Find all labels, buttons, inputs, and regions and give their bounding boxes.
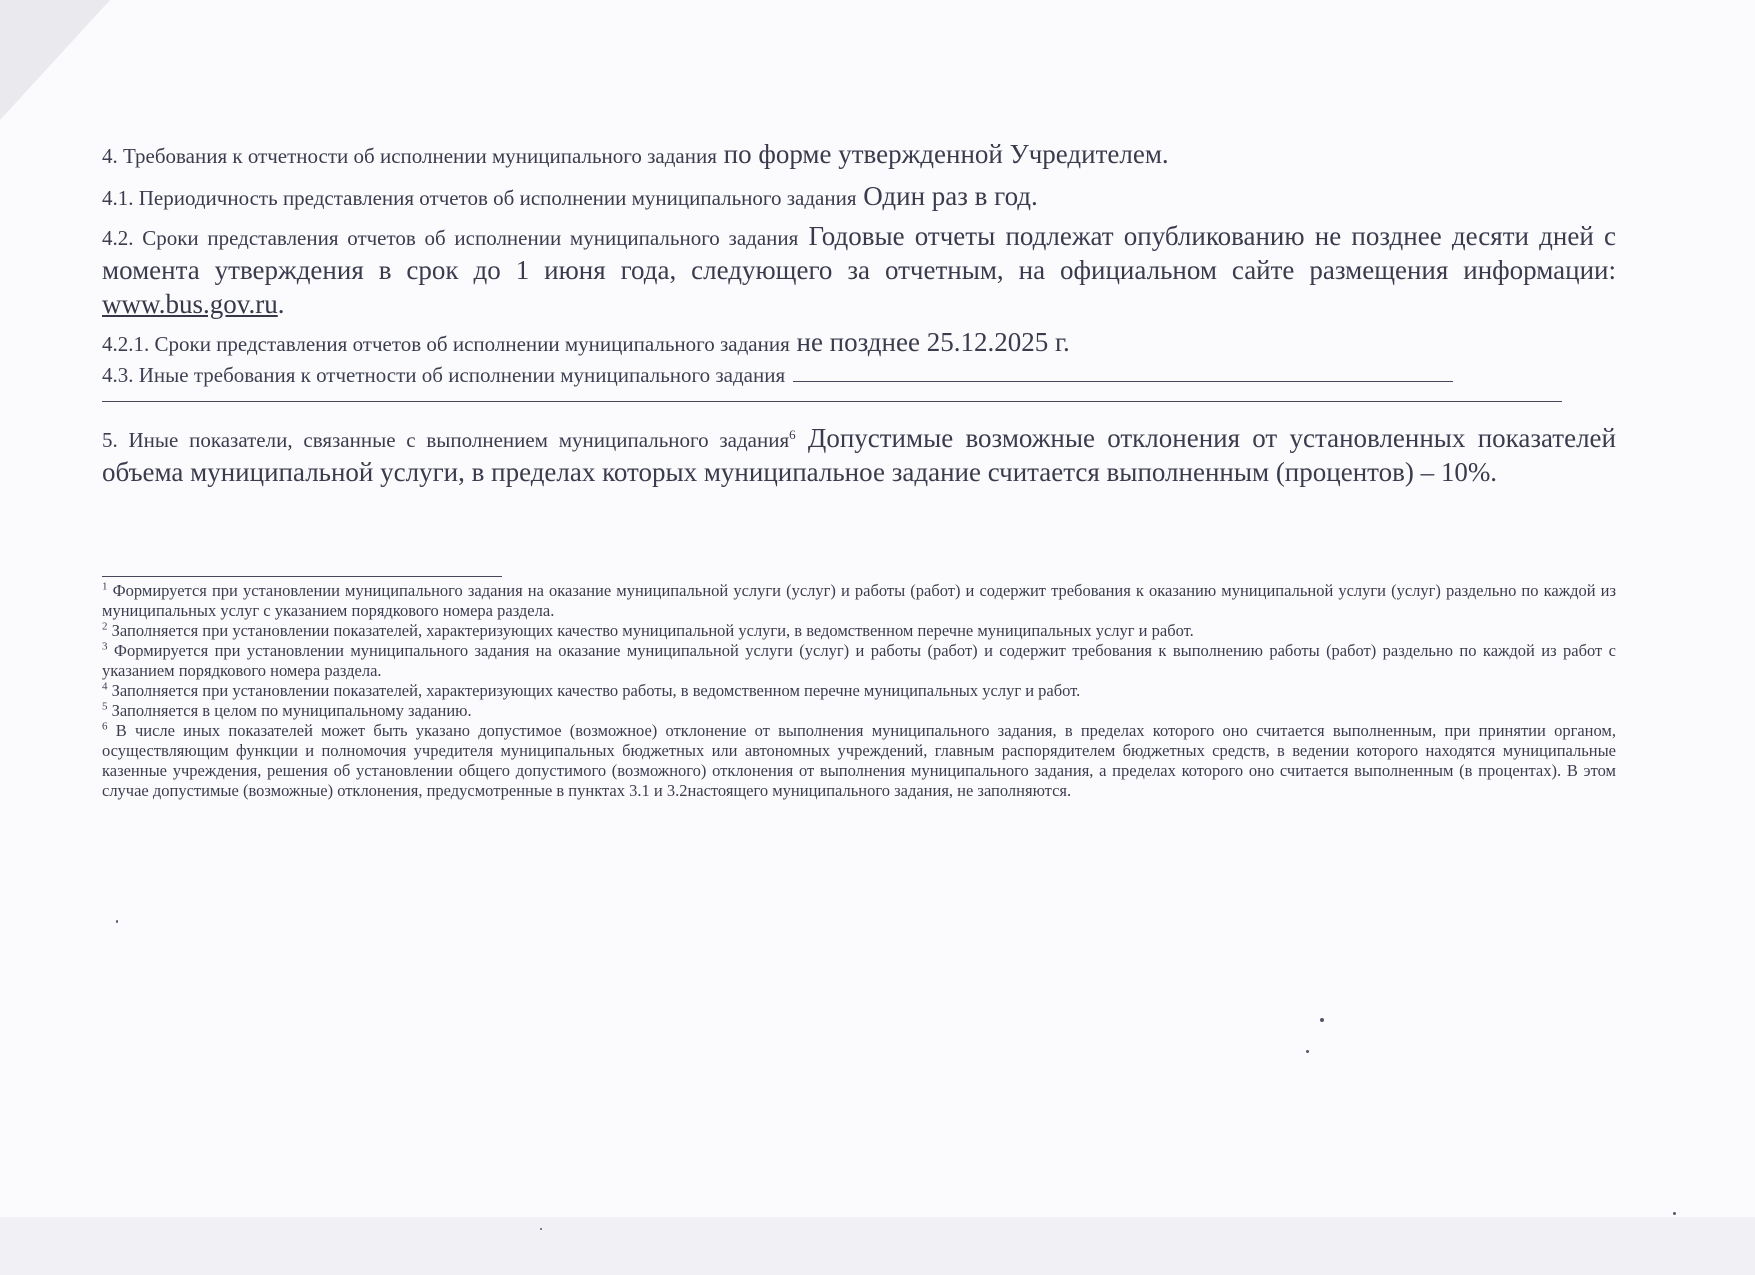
footnote — [102, 581, 1616, 621]
scan-speck — [540, 1228, 542, 1230]
section-5 — [102, 422, 1616, 490]
footnote-text: Заполняется при установлении показателей, характеризующих качество работы, в ведомственном перечне муниципальных услуг и работ. — [107, 681, 1081, 700]
scan-speck — [116, 920, 118, 923]
footnote-number: 4 — [102, 680, 108, 693]
scan-speck — [1320, 1018, 1324, 1022]
footnote-text: Заполняется при установлении показателей, характеризующих качество муниципальной услуги, в ведомственном перечне муниципальных услуг и работ. — [107, 621, 1194, 640]
section-4-3 — [102, 362, 1616, 388]
section-4-2 — [102, 220, 1616, 322]
scan-speck — [1673, 1212, 1676, 1215]
section-4-3-blank-line — [793, 363, 1453, 382]
section-4-1-label: 4.1. Периодичность представления отчетов об исполнении муниципального задания — [102, 186, 857, 210]
section-4-2-value: Годовые отчеты подлежат опубликованию не позднее десяти дней с момента утверждения в срок до 1 июня года, следующего за отчетным, на официальном сайте размещения информации: — [102, 221, 1616, 285]
footnote-separator — [102, 576, 502, 577]
section-4-heading — [102, 138, 1616, 172]
section-5-label: 5. Иные показатели, связанные с выполнением муниципального задания — [102, 428, 790, 452]
section-4-1 — [102, 180, 1616, 214]
section-4-2-1 — [102, 326, 1616, 360]
footnote-number: 1 — [102, 580, 108, 593]
section-4-3-label: 4.3. Иные требования к отчетности об исполнении муниципального задания — [102, 363, 786, 387]
section-4-2-end: . — [277, 289, 285, 319]
scan-speck — [1306, 1050, 1309, 1053]
section-4-2-label: 4.2. Сроки представления отчетов об исполнении муниципального задания — [102, 226, 799, 250]
section-4-value: по форме утвержденной Учредителем. — [716, 139, 1169, 169]
footnotes — [102, 576, 1616, 801]
scan-bottom-edge — [0, 1217, 1755, 1275]
footnote-number: 3 — [102, 640, 108, 653]
section-4-2-1-label: 4.2.1. Сроки представления отчетов об исполнении муниципального задания — [102, 332, 790, 356]
document-body — [102, 138, 1616, 490]
footnote-text: В числе иных показателей может быть указано допустимое (возможное) отклонение от выполнения муниципального задания, в пределах которого оно считается выполненным, при принятии органом, осуществляющим функции и полномочия учредителя муниципальных бюджетных или автономных учреждений, главным распорядителем бюджетных средств, в ведении которого находятся муниципальные казенные учреждения, решения об установлении общего допустимого (возможного) отклонения от выполнения муниципального задания, а пределах которого оно считается выполненным (в процентах). В этом случае допустимые (возможные) отклонения, предусмотренные в пунктах 3.1 и 3.2настоящего муниципального задания, не заполняются. — [102, 721, 1616, 800]
footnote-text: Заполняется в целом по муниципальному заданию. — [107, 701, 472, 720]
section-4-3-blank-line-2 — [102, 400, 1562, 402]
footnote-text: Формируется при установлении муниципального задания на оказание муниципальной услуги (услуг) и работы (работ) и содержит требования к выполнению работы (работ) раздельно по каждой из работ с указанием порядкового номера раздела. — [102, 641, 1616, 680]
footnote — [102, 621, 1616, 641]
footnote-ref-6: 6 — [789, 427, 796, 442]
footnote-text: Формируется при установлении муниципального задания на оказание муниципальной услуги (услуг) и работы (работ) и содержит требования к оказанию муниципальной услуги (услуг) раздельно по каждой из муниципальных услуг с указанием порядкового номера раздела. — [102, 581, 1616, 620]
scan-corner-shadow — [0, 0, 110, 120]
footnote-number: 5 — [102, 700, 108, 713]
footnote — [102, 681, 1616, 701]
section-4-1-value: Один раз в год. — [856, 181, 1038, 211]
footnote — [102, 721, 1616, 801]
section-4-label: 4. Требования к отчетности об исполнении муниципального задания — [102, 144, 717, 168]
footnote — [102, 701, 1616, 721]
section-4-2-1-value: не позднее 25.12.2025 г. — [789, 327, 1070, 357]
bus-gov-link[interactable]: www.bus.gov.ru — [102, 289, 278, 319]
footnote-number: 6 — [102, 720, 108, 733]
footnote — [102, 641, 1616, 681]
footnote-number: 2 — [102, 620, 108, 633]
section-5-value: Допустимые возможные отклонения от установленных показателей объема муниципальной услуги, в пределах которых муниципальное задание считается выполненным (процентов) – 10%. — [102, 423, 1616, 487]
